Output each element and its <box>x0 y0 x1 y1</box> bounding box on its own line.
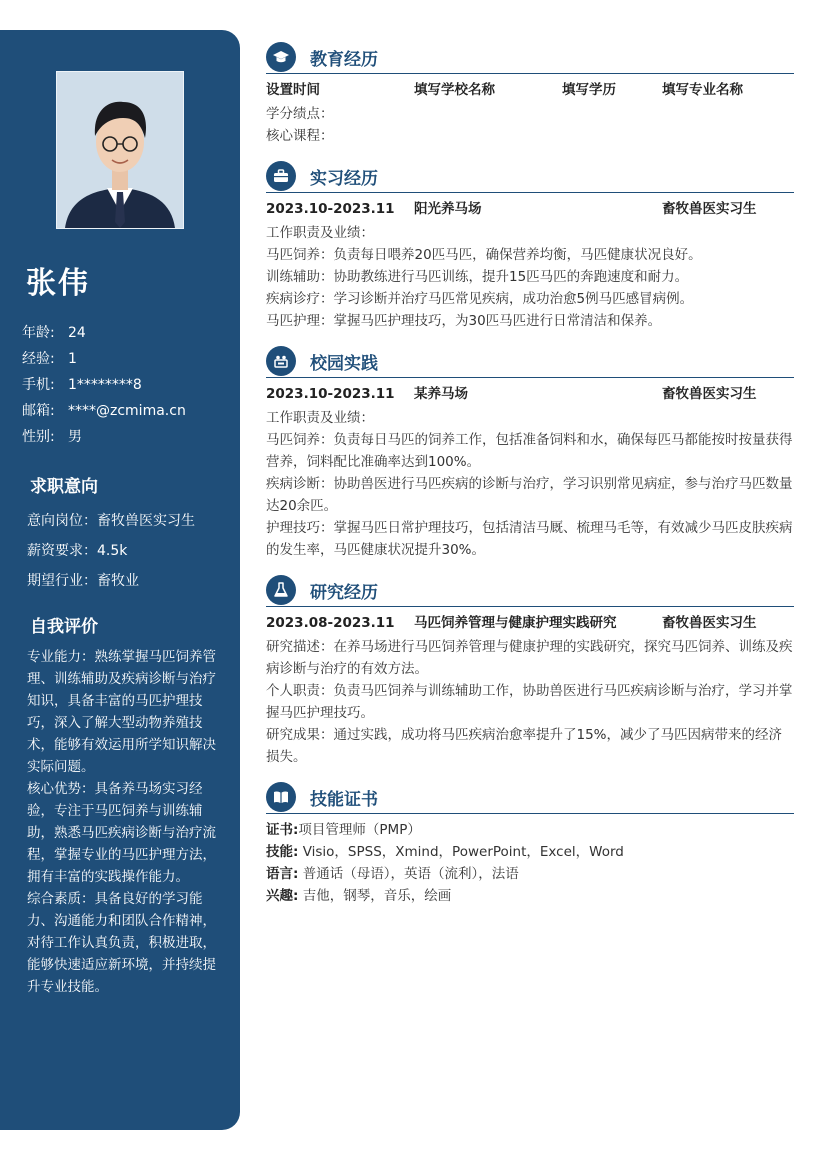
skill-interests: 兴趣: 吉他，钢琴，音乐，绘画 <box>266 888 452 904</box>
internship-line: 训练辅助：协助教练进行马匹训练，提升15匹马匹的奔跑速度和耐力。 <box>266 269 689 285</box>
campus-line: 工作职责及业绩： <box>266 410 374 426</box>
info-phone: 手机: 1********8 <box>22 377 142 393</box>
self-eval-paragraph: 核心优势：具备养马场实习经验，专注于马匹饲养与训练辅助，熟悉马匹疾病诊断与治疗流程，掌握专业的马匹护理方法，拥有丰富的实践操作能力。 <box>27 781 216 885</box>
campus-org: 某养马场 <box>414 386 468 402</box>
self-eval-paragraph: 专业能力：熟练掌握马匹饲养管理、训练辅助及疾病诊断与治疗知识，具备丰富的马匹护理技巧，深入了解大型动物养殖技术，能够有效运用所学知识解决实际问题。 <box>27 649 216 775</box>
education-row <box>266 79 794 101</box>
education-details <box>266 103 794 147</box>
campus-line: 马匹饲养：负责每日马匹的饲养工作，包括准备饲料和水，确保每匹马都能按时按量获得营养，饲料配比准确率达到100%。 <box>266 432 793 470</box>
basic-info <box>22 320 186 450</box>
internship-header <box>266 159 794 193</box>
intent-salary: 薪资要求：4.5k <box>27 543 128 559</box>
education-courses: 核心课程： <box>266 128 334 144</box>
research-title: 研究经历 <box>310 583 378 603</box>
team-icon <box>266 346 296 376</box>
internship-role: 畜牧兽医实习生 <box>662 201 757 217</box>
research-header <box>266 573 794 607</box>
internship-line: 疾病诊疗：学习诊断并治疗马匹常见疾病，成功治愈5例马匹感冒病例。 <box>266 291 694 307</box>
research-topic: 马匹饲养管理与健康护理实践研究 <box>414 615 617 631</box>
skill-tools: 技能: Visio，SPSS，Xmind，PowerPoint，Excel，Word <box>266 844 624 860</box>
book-icon <box>266 782 296 812</box>
internship-time: 2023.10-2023.11 <box>266 201 395 217</box>
campus-line: 护理技巧：掌握马匹日常护理技巧，包括清洁马厩、梳理马毛等，有效减少马匹皮肤疾病的发生率，马匹健康状况提升30%。 <box>266 520 793 558</box>
internship-line: 马匹护理：掌握马匹护理技巧，为30匹马匹进行日常清洁和保养。 <box>266 313 662 329</box>
education-major: 填写专业名称 <box>662 82 743 98</box>
info-email: 邮箱: ****@zcmima.cn <box>22 403 186 419</box>
self-eval-paragraph: 综合素质：具备良好的学习能力、沟通能力和团队合作精神，对待工作认真负责，积极进取，能够快速适应新环境，并持续提升专业技能。 <box>27 891 216 995</box>
education-title: 教育经历 <box>310 50 378 70</box>
info-age: 年龄: 24 <box>22 325 86 341</box>
self-eval-text <box>27 646 219 998</box>
internship-line: 工作职责及业绩： <box>266 225 374 241</box>
internship-row <box>266 198 794 220</box>
research-time: 2023.08-2023.11 <box>266 615 395 631</box>
internship-details <box>266 222 794 332</box>
campus-title: 校园实践 <box>310 354 378 374</box>
education-school: 填写学校名称 <box>414 82 495 98</box>
section-divider <box>266 813 794 814</box>
intent-industry: 期望行业：畜牧业 <box>27 573 139 589</box>
research-role: 畜牧兽医实习生 <box>662 615 757 631</box>
internship-title: 实习经历 <box>310 169 378 189</box>
research-details <box>266 636 794 768</box>
campus-header <box>266 344 794 378</box>
profile-photo <box>56 71 184 229</box>
sidebar <box>0 30 240 1130</box>
education-degree: 填写学历 <box>562 82 616 98</box>
skills-header <box>266 780 794 814</box>
flask-icon <box>266 575 296 605</box>
skills-title: 技能证书 <box>310 790 378 810</box>
candidate-name: 张伟 <box>26 266 90 301</box>
section-divider <box>266 377 794 378</box>
skills-details <box>266 819 794 907</box>
section-divider <box>266 606 794 607</box>
self-eval-title: 自我评价 <box>30 617 98 637</box>
education-gpa: 学分绩点： <box>266 106 334 122</box>
campus-row <box>266 383 794 405</box>
research-line: 研究描述：在养马场进行马匹饲养管理与健康护理的实践研究，探究马匹饲养、训练及疾病诊断与治疗的有效方法。 <box>266 639 793 677</box>
campus-time: 2023.10-2023.11 <box>266 386 395 402</box>
intent-list <box>27 506 195 596</box>
skill-languages: 语言: 普通话（母语），英语（流利），法语 <box>266 866 519 882</box>
research-line: 研究成果：通过实践，成功将马匹疾病治愈率提升了15%，减少了马匹因病带来的经济损失。 <box>266 727 783 765</box>
campus-details <box>266 407 794 561</box>
education-header <box>266 40 794 74</box>
campus-line: 疾病诊断：协助兽医进行马匹疾病的诊断与治疗，学习识别常见病症，参与治疗马匹数量达20余匹。 <box>266 476 793 514</box>
research-line: 个人职责：负责马匹饲养与训练辅助工作，协助兽医进行马匹疾病诊断与治疗，学习并掌握马匹护理技巧。 <box>266 683 793 721</box>
graduation-cap-icon <box>266 42 296 72</box>
internship-org: 阳光养马场 <box>414 201 482 217</box>
info-experience: 经验: 1 <box>22 351 77 367</box>
research-row <box>266 612 794 634</box>
campus-role: 畜牧兽医实习生 <box>662 386 757 402</box>
intent-title: 求职意向 <box>30 477 98 497</box>
skill-certificate: 证书:项目管理师（PMP） <box>266 822 421 838</box>
section-divider <box>266 73 794 74</box>
intent-position: 意向岗位：畜牧兽医实习生 <box>27 513 195 529</box>
internship-line: 马匹饲养：负责每日喂养20匹马匹，确保营养均衡，马匹健康状况良好。 <box>266 247 702 263</box>
info-gender: 性别: 男 <box>22 429 82 445</box>
education-time: 设置时间 <box>266 82 320 98</box>
section-divider <box>266 192 794 193</box>
briefcase-icon <box>266 161 296 191</box>
